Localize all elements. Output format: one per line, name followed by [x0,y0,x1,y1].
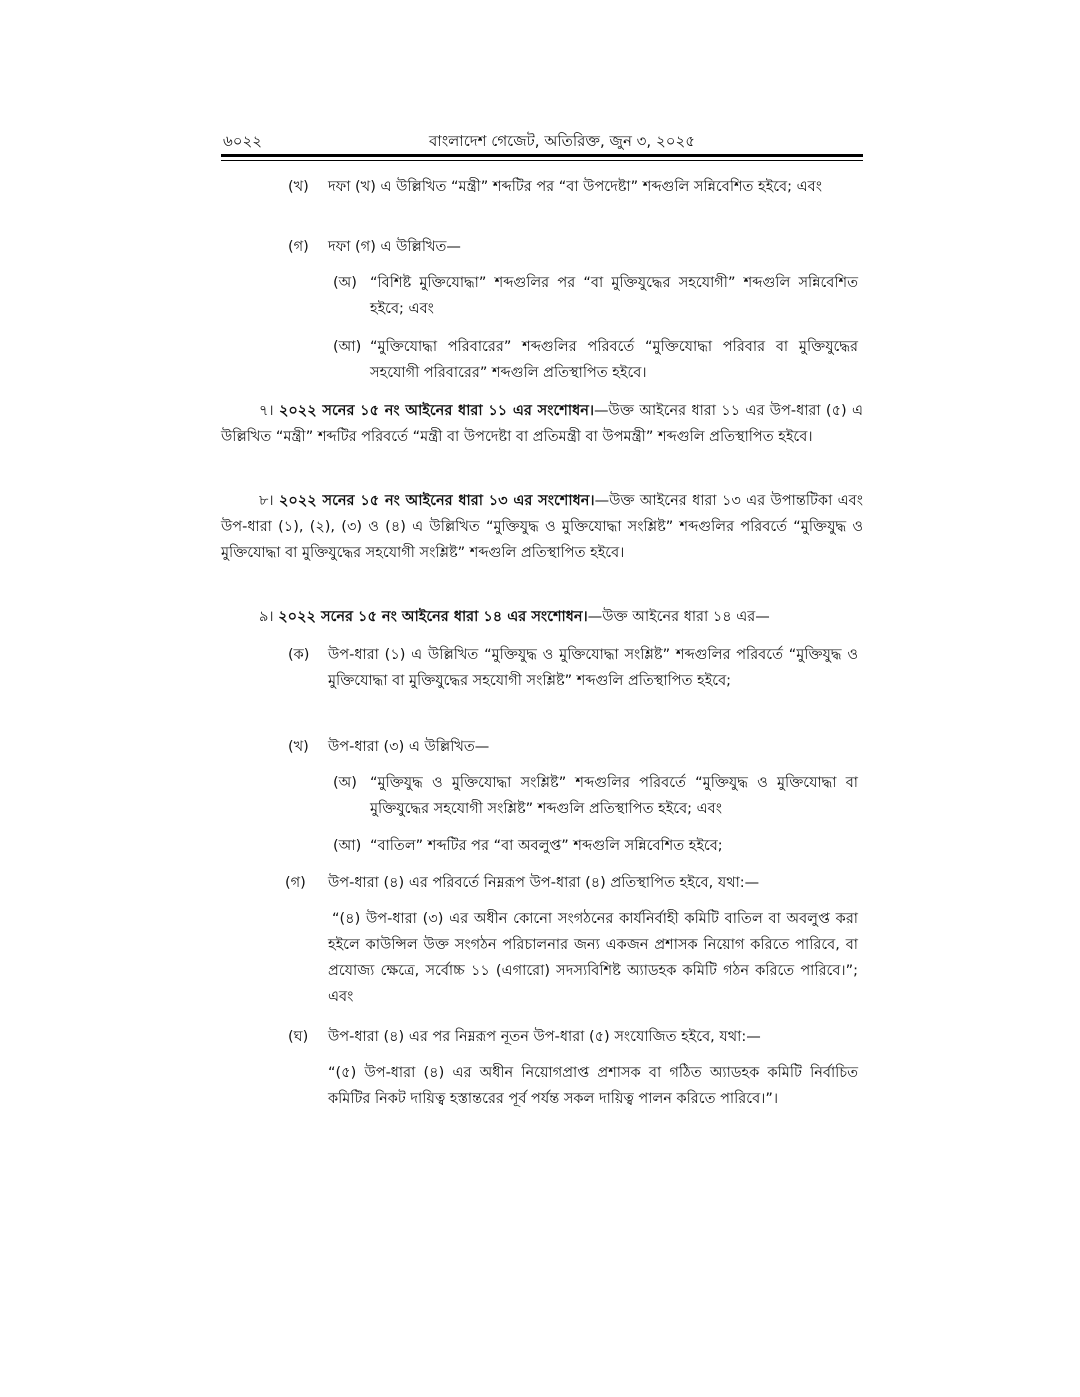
clause-label: (খ) [288,179,309,195]
clause-text: উপ-ধারা (১) এ উল্লিখিত “মুক্তিযুদ্ধ ও মুক্তিযোদ্ধা সংশ্লিষ্ট” শব্দগুলির পরিবর্তে “মুক্তিযুদ্ধ ও মুক্তিযোদ্ধা বা মুক্তিযুদ্ধের সহযোগী সংশ্লিষ্ট” শব্দগুলি প্রতিস্থাপিত হইবে; [328,647,858,689]
clause-label: (ঘ) [288,1029,309,1045]
quote-text: “(৫) উপ-ধারা (৪) এর অধীন নিয়োগপ্রাপ্ত প্রশাসক বা গঠিত অ্যাডহক কমিটি নির্বাচিত কমিটির নিকট দায়িত্ব হস্তান্তরের পূর্ব পর্যন্ত সকল দায়িত্ব পালন করিতে পারিবে।”। [328,1065,858,1107]
clause-text: উপ-ধারা (৪) এর পরিবর্তে নিম্নরূপ উপ-ধারা (৪) প্রতিস্থাপিত হইবে, যথা:— [328,875,760,891]
clause-ka [288,642,858,694]
clause-gha [288,1024,858,1050]
clause-kha [288,734,858,760]
quoted-subsection-4 [328,906,858,1010]
quoted-subsection-5 [328,1060,858,1112]
subclause-a [333,770,858,822]
section-heading: ২০২২ সনের ১৫ নং আইনের ধারা ১৪ এর সংশোধন। [278,609,588,625]
header-rule-thick [221,154,863,157]
section-8 [221,488,863,566]
page-header [221,128,863,152]
section-9 [221,604,863,630]
clause-label: (ক) [288,647,310,663]
section-text: —উক্ত আইনের ধারা ১৩ এর উপান্তটিকা এবং উপ-ধারা (১), (২), (৩) ও (৪) এ উল্লিখিত “মুক্তিযুদ্ধ ও মুক্তিযোদ্ধা সংশ্লিষ্ট” শব্দগুলির পরিবর্তে “মুক্তিযুদ্ধ ও মুক্তিযোদ্ধা বা মুক্তিযুদ্ধের সহযোগী সংশ্লিষ্ট” শব্দগুলি প্রতিস্থাপিত হইবে। [221,493,863,561]
subclause-label: (অ) [333,275,357,291]
section-number: ৭। [259,403,274,419]
clause-label: (গ) [285,875,306,891]
clause-label: (গ) [288,239,309,255]
subclause-a-top [333,270,858,322]
subclause-text: “বাতিল” শব্দটির পর “বা অবলুপ্ত” শব্দগুলি সন্নিবেশিত হইবে; [370,838,723,854]
subclause-text: “মুক্তিযুদ্ধ ও মুক্তিযোদ্ধা সংশ্লিষ্ট” শব্দগুলির পরিবর্তে “মুক্তিযুদ্ধ ও মুক্তিযোদ্ধা বা মুক্তিযুদ্ধের সহযোগী সংশ্লিষ্ট” শব্দগুলি প্রতিস্থাপিত হইবে; এবং [370,775,858,817]
clause-text: দফা (খ) এ উল্লিখিত “মন্ত্রী” শব্দটির পর “বা উপদেষ্টা” শব্দগুলি সন্নিবেশিত হইবে; এবং [328,179,822,195]
quote-text: “(৪) উপ-ধারা (৩) এর অধীন কোনো সংগঠনের কার্যনির্বাহী কমিটি বাতিল বা অবলুপ্ত করা হইলে কাউন্সিল উক্ত সংগঠন পরিচালনার জন্য একজন প্রশাসক নিয়োগ করিতে পারিবে, বা প্রযোজ্য ক্ষেত্রে, সর্বোচ্চ ১১ (এগারো) সদস্যবিশিষ্ট অ্যাডহক কমিটি গঠন করিতে পারিবে।”; এবং [328,911,858,1005]
subclause-aa-top [333,334,858,386]
page-number: ৬০২২ [223,132,263,150]
subclause-label: (আ) [333,838,362,854]
section-number: ৯। [259,609,274,625]
subclause-label: (অ) [333,775,357,791]
gazette-title: বাংলাদেশ গেজেট, অতিরিক্ত, জুন ৩, ২০২৫ [429,132,695,150]
section-heading: ২০২২ সনের ১৫ নং আইনের ধারা ১১ এর সংশোধন। [278,403,595,419]
subclause-aa [333,833,858,859]
clause-label: (খ) [288,739,309,755]
section-text: —উক্ত আইনের ধারা ১১ এর উপ-ধারা (৫) এ উল্লিখিত “মন্ত্রী” শব্দটির পরিবর্তে “মন্ত্রী বা উপদেষ্টা বা প্রতিমন্ত্রী বা উপমন্ত্রী” শব্দগুলি প্রতিস্থাপিত হইবে। [221,403,863,445]
subclause-text: “মুক্তিযোদ্ধা পরিবারের” শব্দগুলির পরিবর্তে “মুক্তিযোদ্ধা পরিবার বা মুক্তিযুদ্ধের সহযোগী পরিবারের” শব্দগুলি প্রতিস্থাপিত হইবে। [370,339,858,381]
section-7 [221,398,863,450]
header-rule-thin [221,160,863,161]
clause-kha-top [288,174,863,200]
clause-text: দফা (গ) এ উল্লিখিত— [328,239,461,255]
section-heading: ২০২২ সনের ১৫ নং আইনের ধারা ১৩ এর সংশোধন। [278,493,595,509]
subclause-text: “বিশিষ্ট মুক্তিযোদ্ধা” শব্দগুলির পর “বা মুক্তিযুদ্ধের সহযোগী” শব্দগুলি সন্নিবেশিত হইবে; এবং [370,275,858,317]
section-number: ৮। [259,493,274,509]
section-text: —উক্ত আইনের ধারা ১৪ এর— [587,609,770,625]
clause-text: উপ-ধারা (৪) এর পর নিম্নরূপ নূতন উপ-ধারা (৫) সংযোজিত হইবে, যথা:— [328,1029,761,1045]
subclause-label: (আ) [333,339,362,355]
clause-ga [285,870,858,896]
clause-text: উপ-ধারা (৩) এ উল্লিখিত— [328,739,490,755]
clause-ga-top [288,234,863,260]
